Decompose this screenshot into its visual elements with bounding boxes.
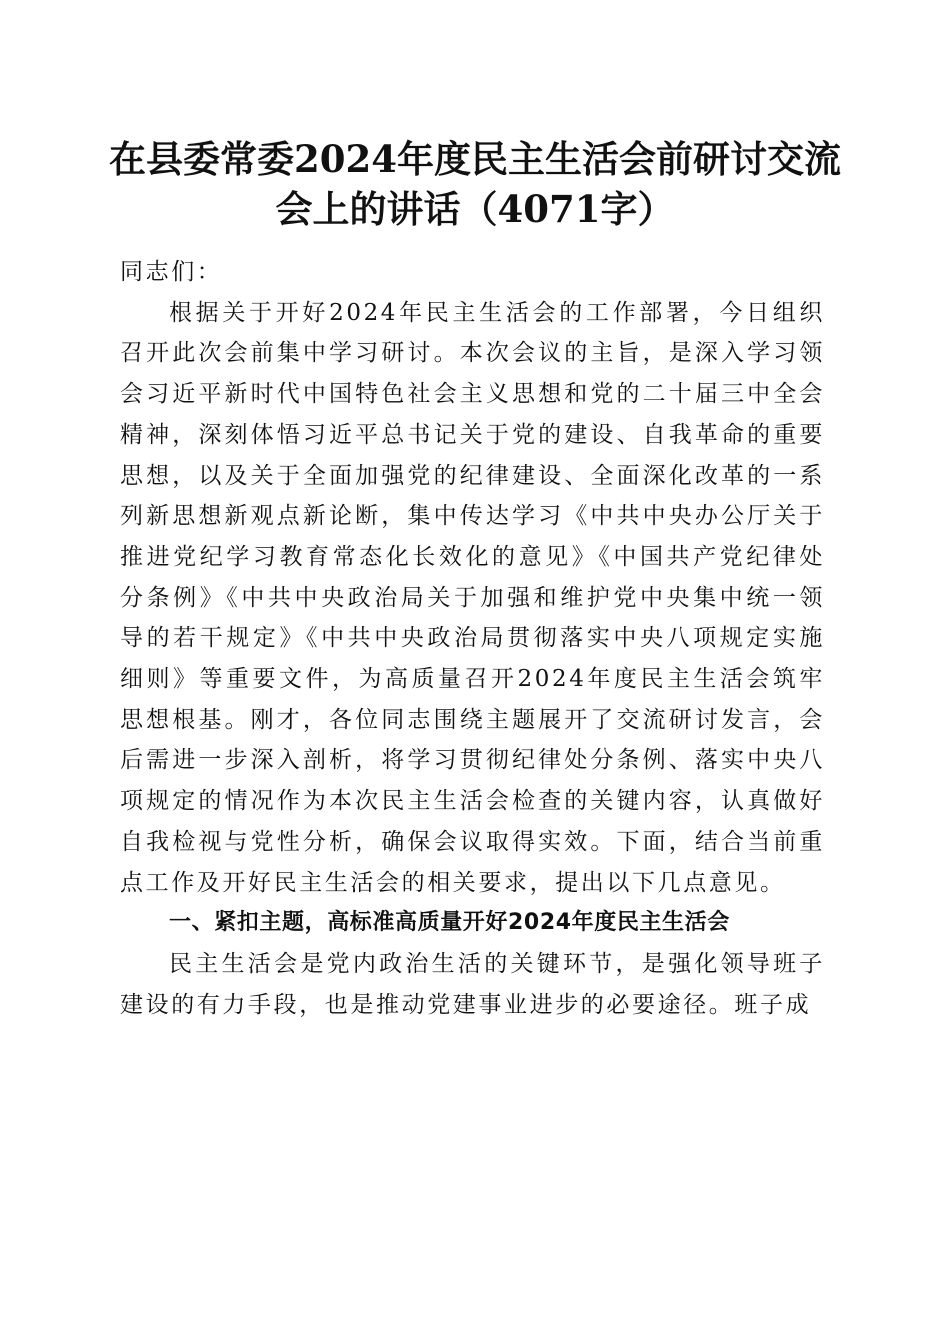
document-body: [120, 252, 825, 1025]
paragraph-2: 民主生活会是党内政治生活的关键环节，是强化领导班子建设的有力手段，也是推动党建事业进步的必要途径。班子成: [120, 950, 825, 1018]
title-line-1: 在县委常委2024年度民主生活会前研讨交流: [109, 137, 841, 181]
document-title: [100, 134, 850, 234]
salutation: 同志们：: [120, 259, 223, 285]
title-line-2: 会上的讲话（4071字）: [275, 187, 675, 231]
section-heading-1: 一、紧扣主题，高标准高质量开好2024年度民主生活会: [169, 910, 730, 936]
paragraph-1: 根据关于开好2024年民主生活会的工作部署，今日组织召开此次会前集中学习研讨。本次会议的主旨，是深入学习领会习近平新时代中国特色社会主义思想和党的二十届三中全会精神，深刻体悟习近平总书记关于党的建设、自我革命的重要思想，以及关于全面加强党的纪律建设、全面深化改革的一系列新思想新观点新论断，集中传达学习《中共中央办公厅关于推进党纪学习教育常态化长效化的意见》《中国共产党纪律处分条例》《中共中央政治局关于加强和维护党中央集中统一领导的若干规定》《中共中央政治局贯彻落实中央八项规定实施细则》等重要文件，为高质量召开2024年度民主生活会筑牢思想根基。刚才，各位同志围绕主题展开了交流研讨发言，会后需进一步深入剖析，将学习贯彻纪律处分条例、落实中央八项规定的情况作为本次民主生活会检查的关键内容，认真做好自我检视与党性分析，确保会议取得实效。下面，结合当前重点工作及开好民主生活会的相关要求，提出以下几点意见。: [120, 299, 825, 896]
